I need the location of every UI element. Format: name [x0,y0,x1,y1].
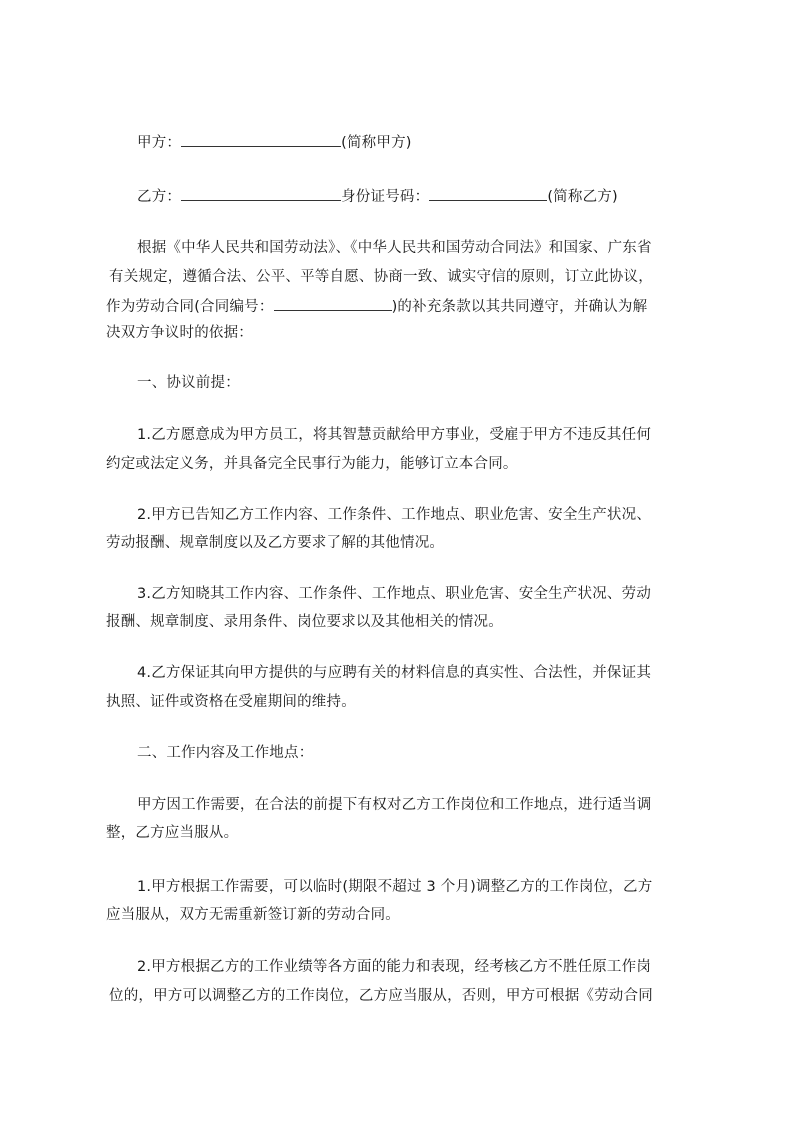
party-a-blank[interactable] [181,132,341,147]
section-1-item-1-line-2: 约定或法定义务，并具备完全民事行为能力，能够订立本合同。 [106,456,518,472]
section-2-item-2-line-1: 2.甲方根据乙方的工作业绩等各方面的能力和表现，经考核乙方不胜任原工作岗 [137,959,652,975]
section-1-item-3-line-2: 报酬、规章制度、录用条件、岗位要求以及其他相关的情况。 [106,614,503,630]
section-2-intro-line-1: 甲方因工作需要，在合法的前提下有权对乙方工作岗位和工作地点，进行适当调 [137,797,652,813]
section-1-heading: 一、协议前提： [137,375,240,391]
section-2-intro-line-2: 整，乙方应当服从。 [106,825,239,841]
party-b-label: 乙方： [137,189,182,205]
preamble-line-2: 有关规定，遵循合法、公平、平等自愿、协商一致、诚实守信的原则，订立此协议， [109,269,653,285]
section-1-item-4-line-1: 4.乙方保证其向甲方提供的与应聘有关的材料信息的真实性、合法性，并保证其 [137,665,652,681]
contract-number-blank[interactable] [274,296,392,311]
party-b-id-blank[interactable] [429,186,547,201]
party-a-suffix: (简称甲方) [341,135,412,151]
party-b-line [137,186,618,207]
section-1-item-1-line-1: 1.乙方愿意成为甲方员工，将其智慧贡献给甲方事业，受雇于甲方不违反其任何 [137,427,652,443]
preamble-line-3 [106,296,647,317]
section-1-item-3-line-1: 3.乙方知晓其工作内容、工作条件、工作地点、职业危害、安全生产状况、劳动 [137,586,652,602]
section-2-item-1-line-2: 应当服从，双方无需重新签订新的劳动合同。 [106,907,400,923]
section-1-item-2-line-1: 2.甲方已告知乙方工作内容、工作条件、工作地点、职业危害、安全生产状况、 [137,507,652,523]
preamble-line-4: 决双方争议时的依据： [106,325,253,341]
section-2-item-2-line-2: 位的，甲方可以调整乙方的工作岗位，乙方应当服从，否则，甲方可根据《劳动合同 [109,988,653,1004]
section-1-item-2-line-2: 劳动报酬、规章制度以及乙方要求了解的其他情况。 [106,535,445,551]
party-b-suffix: (简称乙方) [547,189,618,205]
preamble-line-3-a: 作为劳动合同(合同编号： [106,299,274,315]
party-b-id-label: 身份证号码： [341,189,430,205]
party-a-label: 甲方： [137,135,182,151]
party-b-blank[interactable] [181,186,341,201]
preamble-line-3-b: )的补充条款以其共同遵守，并确认为解 [391,299,648,315]
preamble-line-1: 根据《中华人民共和国劳动法》、《中华人民共和国劳动合同法》和国家、广东省 [137,240,652,256]
party-a-line [137,132,412,153]
section-2-item-1-line-1: 1.甲方根据工作需要，可以临时(期限不超过 3 个月)调整乙方的工作岗位，乙方 [137,879,653,895]
section-2-heading: 二、工作内容及工作地点： [137,745,314,761]
section-1-item-4-line-2: 执照、证件或资格在受雇期间的维持。 [106,694,356,710]
